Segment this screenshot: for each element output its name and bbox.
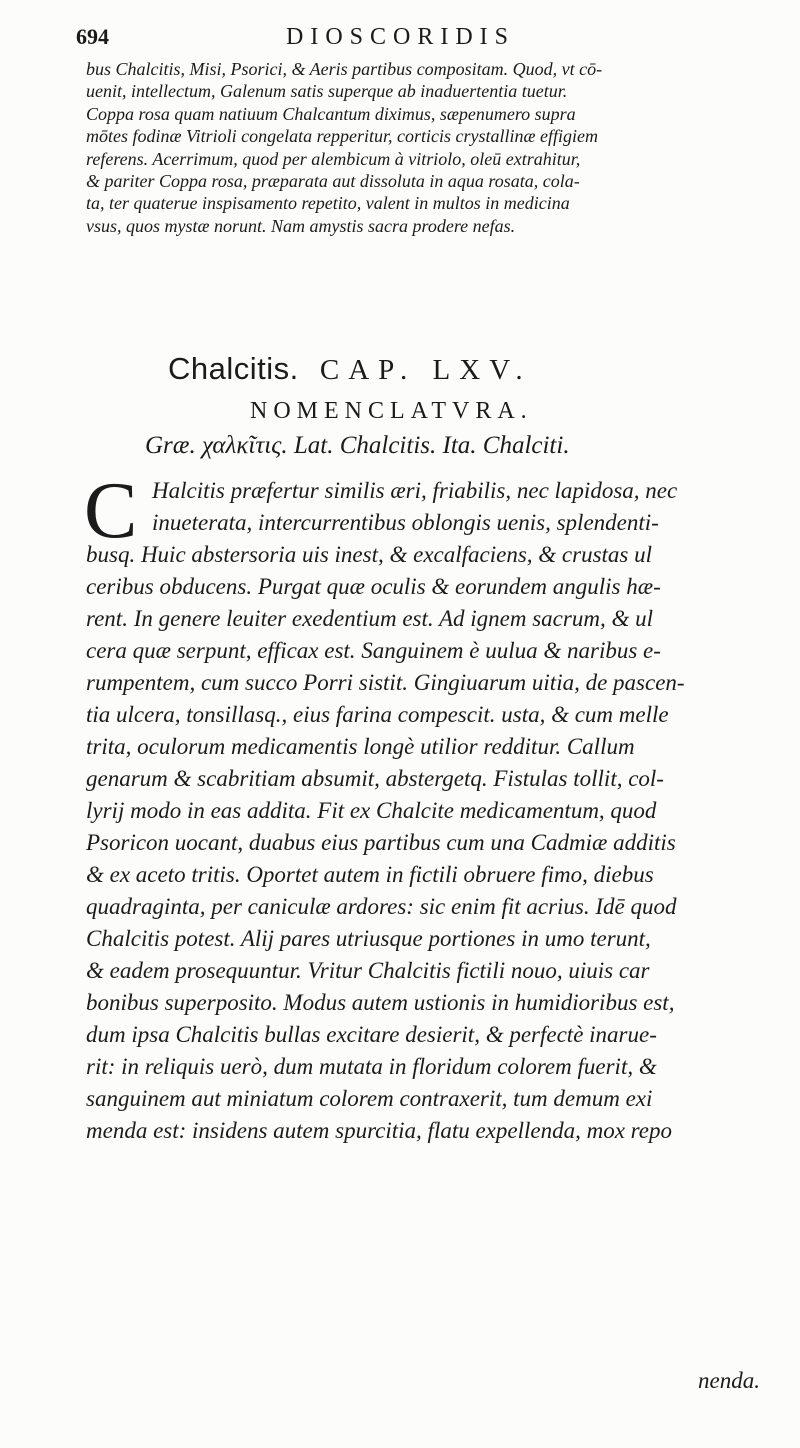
text-line: uenit, intellectum, Galenum satis superque ab inaduertentia tuetur. (86, 81, 568, 102)
text-line: trita, oculorum medicamentis longè utilior redditur. Callum (86, 734, 635, 759)
text-line: ceribus obducens. Purgat quæ oculis & eorundem angulis hæ- (86, 574, 661, 599)
text-line: ta, ter quaterue inspisamento repetito, valent in multos in medicina (86, 193, 570, 214)
text-line: sanguinem aut miniatum colorem contraxerit, tum demum exi (86, 1086, 653, 1111)
text-line: Psoricon uocant, duabus eius partibus cum una Cadmiæ additis (86, 830, 676, 855)
nomenclatura-heading: NOMENCLATVRA. (250, 398, 533, 424)
running-title: DIOSCORIDIS (286, 24, 516, 50)
text-line: quadraginta, per caniculæ ardores: sic enim fit acrius. Idē quod (86, 894, 677, 919)
text-line: & pariter Coppa rosa, præparata aut dissoluta in aqua rosata, cola- (86, 171, 580, 192)
chapter-heading (168, 351, 688, 387)
text-line: genarum & scabritiam absumit, abstergetq. Fistulas tollit, col- (86, 766, 664, 791)
text-line: rent. In genere leuiter exedentium est. Ad ignem sacrum, & ul (86, 606, 653, 631)
chapter-number: CAP. LXV. (319, 354, 532, 386)
previous-chapter-text (86, 58, 786, 237)
text-line: menda est: insidens autem spurcitia, flatu expellenda, mox repo (86, 1118, 672, 1143)
text-line: bus Chalcitis, Misi, Psorici, & Aeris partibus compositam. Quod, vt cō- (86, 59, 603, 79)
text-line: cera quæ serpunt, efficax est. Sanguinem è uulua & naribus e- (86, 638, 661, 663)
text-line: inueterata, intercurrentibus oblongis uenis, splendenti- (152, 510, 659, 535)
text-line: tia ulcera, tonsillasq., eius farina compescit. usta, & cum melle (86, 702, 669, 727)
text-line: & ex aceto tritis. Oportet autem in fictili obruere fimo, diebus (86, 862, 654, 887)
text-line: referens. Acerrimum, quod per alembicum à vitriolo, oleū extrahitur, (86, 148, 581, 169)
text-line: Halcitis præfertur similis æri, friabilis, nec lapidosa, nec (152, 478, 678, 503)
text-line: & eadem prosequuntur. Vritur Chalcitis fictili nouo, uiuis car (86, 958, 650, 983)
running-head (76, 24, 740, 56)
text-line: rit: in reliquis uerò, dum mutata in floridum colorem fuerit, & (86, 1054, 657, 1079)
page-number: 694 (76, 24, 109, 49)
text-line: dum ipsa Chalcitis bullas excitare desierit, & perfectè inarue- (86, 1022, 657, 1047)
chapter-body (84, 467, 786, 1147)
text-line: lyrij modo in eas addita. Fit ex Chalcite medicamentum, quod (86, 798, 657, 823)
text-line: rumpentem, cum succo Porri sistit. Gingiuarum uitia, de pascen- (86, 670, 685, 695)
text-line: mōtes fodinæ Vitrioli congelata repperitur, corticis crystallinæ effigiem (86, 126, 598, 147)
catchword: nenda. (698, 1368, 760, 1393)
synonyms-line: Græ. χαλκῖτις. Lat. Chalcitis. Ita. Chalciti. (145, 432, 570, 459)
text-line: Coppa rosa quam natiuum Chalcantum diximus, sæpenumero supra (86, 103, 576, 124)
drop-cap: C (84, 467, 138, 555)
text-line: Chalcitis potest. Alij pares utriusque portiones in umo terunt, (86, 926, 651, 951)
text-line: bonibus superposito. Modus autem ustionis in humidioribus est, (86, 990, 675, 1015)
text-line: busq. Huic abstersoria uis inest, & excalfaciens, & crustas ul (86, 542, 653, 567)
text-line: vsus, quos mystæ norunt. Nam amystis sacra prodere nefas. (86, 215, 516, 236)
chapter-title: Chalcitis. (168, 351, 299, 386)
